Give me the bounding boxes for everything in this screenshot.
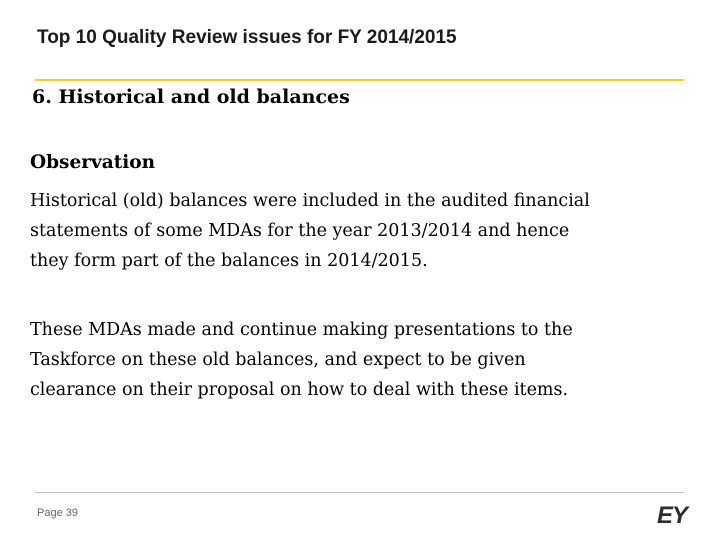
paragraph-line: clearance on their proposal on how to deal with these items. [30,380,569,400]
paragraph-line: Historical (old) balances were included in the audited financial [30,191,590,211]
title-divider [35,79,684,81]
paragraph-line: Taskforce on these old balances, and expect to be given [30,350,526,370]
footer-divider [35,492,684,493]
presentation-paragraph [30,315,700,405]
observation-paragraph [30,186,700,276]
slide-title: Top 10 Quality Review issues for FY 2014/2015 [37,27,457,48]
observation-heading: Observation [30,152,156,173]
paragraph-line: statements of some MDAs for the year 2013/2014 and hence [30,221,570,241]
paragraph-line: These MDAs made and continue making presentations to the [30,320,573,340]
section-heading: 6. Historical and old balances [32,86,350,108]
ey-logo: EY [656,502,687,529]
paragraph-line: they form part of the balances in 2014/2015. [30,251,428,271]
page-number: Page 39 [37,507,78,519]
